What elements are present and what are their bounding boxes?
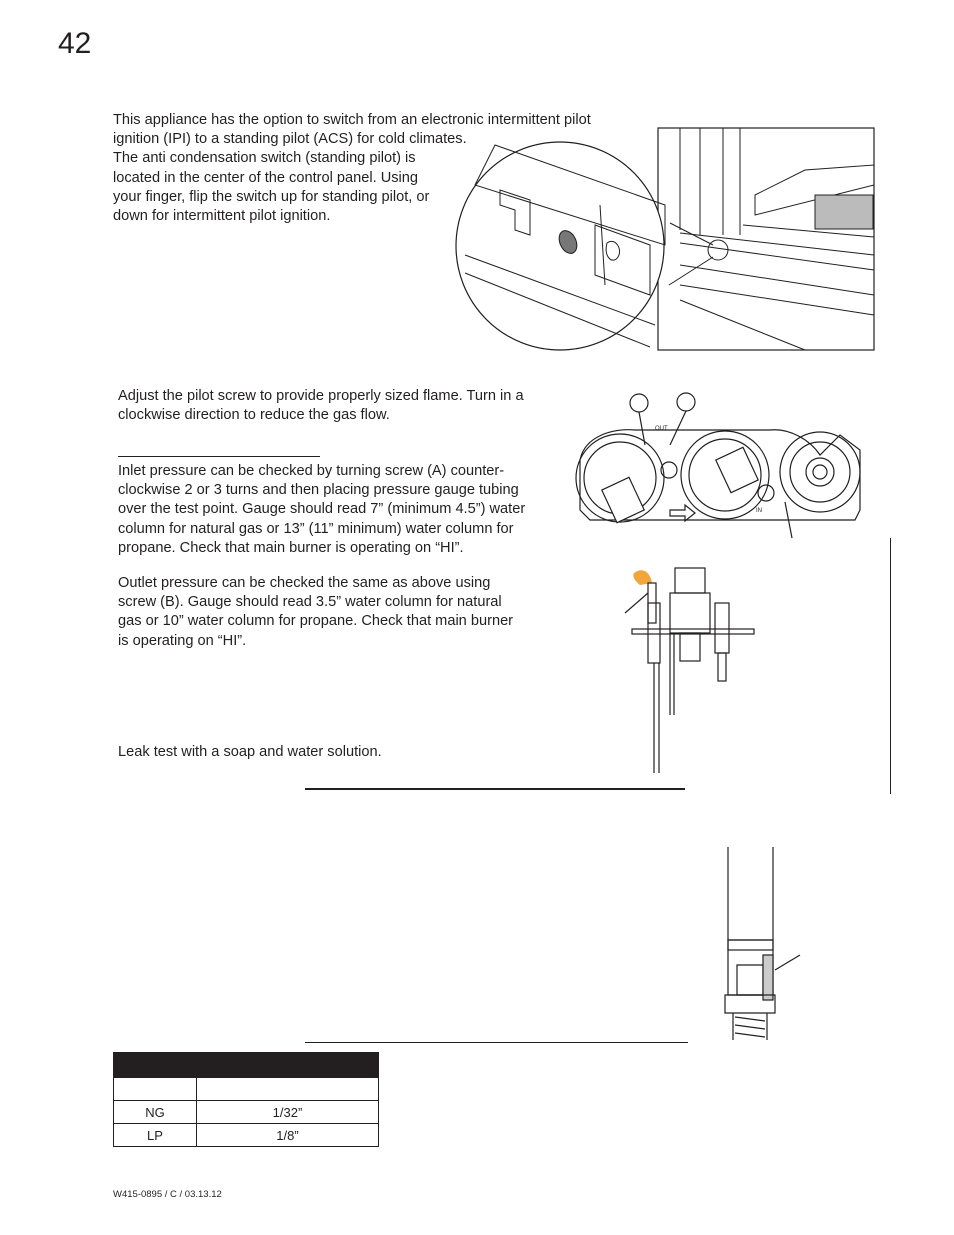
value-cell: 1/32” bbox=[197, 1101, 379, 1124]
section-divider bbox=[305, 788, 685, 790]
acs-paragraph: This appliance has the option to switch from an electronic intermittent pilot ignition (IPI) to a standing pilot (ACS) for cold climates. The anti condensation switch (standing pilot) is located in the center of the control panel. Using your finger, flip the switch up for standing pilot, or down for intermittent pilot ignition. bbox=[113, 112, 591, 225]
in-label: IN bbox=[756, 508, 762, 514]
column-divider bbox=[890, 538, 891, 794]
table-row bbox=[114, 1101, 379, 1124]
table-header bbox=[114, 1053, 379, 1078]
fuel-cell: LP bbox=[114, 1124, 197, 1147]
leak-test-paragraph: Leak test with a soap and water solution. bbox=[118, 744, 382, 760]
table-subheader bbox=[114, 1078, 379, 1101]
inlet-pressure-paragraph: Inlet pressure can be checked by turning screw (A) counter- clockwise 2 or 3 turns and then placing pressure gauge tubing over the test point. Gauge should read 7” (minimum 4.5”) water column for natural gas or 13” (11” minimum) water column for propane. Check that main burner is operating on “HI”. bbox=[118, 463, 526, 556]
value-cell: 1/8” bbox=[197, 1124, 379, 1147]
section-divider-2 bbox=[305, 1042, 688, 1043]
acs-switch-illustration bbox=[455, 125, 880, 360]
outlet-pressure-paragraph: Outlet pressure can be checked the same as above using screw (B). Gauge should read 3.5” water column for natural gas or 10” water column for propane. Check that main burner is operating on “HI”. bbox=[118, 575, 514, 649]
document-footer: W415-0895 / C / 03.13.12 bbox=[113, 1189, 222, 1200]
page-number: 42 bbox=[58, 27, 92, 60]
pilot-adjust-paragraph: Adjust the pilot screw to provide properly sized flame. Turn in a clockwise direction to reduce the gas flow. bbox=[118, 388, 524, 424]
table-row bbox=[114, 1124, 379, 1147]
heading-underline bbox=[118, 456, 320, 457]
orifice-size-table bbox=[113, 1052, 379, 1147]
out-label: OUT bbox=[655, 426, 668, 432]
pilot-assembly-illustration bbox=[620, 563, 760, 778]
orifice-fitting-illustration bbox=[715, 845, 805, 1045]
fuel-cell: NG bbox=[114, 1101, 197, 1124]
gas-valve-illustration bbox=[570, 390, 870, 540]
